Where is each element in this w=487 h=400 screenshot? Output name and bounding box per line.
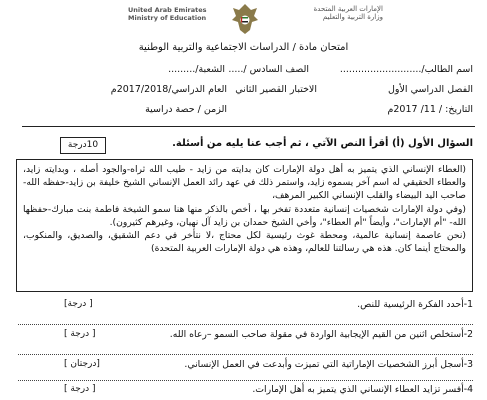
question-marks-box: 10درجة [60,137,106,154]
answer-line[interactable] [18,324,473,325]
test-type-label: الاختبار القصير الثاني [235,84,317,95]
reading-passage [16,159,473,292]
grade-field: الصف السادس /..... [228,64,309,75]
ministry-name-ar-1: الإمارات العربية المتحدة [313,5,383,13]
answer-line[interactable] [18,354,473,355]
question-item-1: 1-أحدد الفكرة الرئيسية للنص. [357,299,473,310]
ministry-name-ar-2: وزارة التربية والتعليم [322,13,383,21]
passage-paragraph: (نحن عاصمة إنسانية عالمية، ومحطة غوث رئيسية لكل محتاج ،لا نتأخر في دعم الشقيق، والصديق، والمنكوب، والمحتاج أينما كان. هذه هي رسالتنا للعالم، وهذه هي دولة الإمارات العربية المتحدة) [23,230,466,255]
semester-label: الفصل الدراسي الأول [388,84,473,95]
student-name-field: اسم الطالب/........................... [339,64,473,75]
question-item-3: 3-أسجل أبرز الشخصيات الإماراتية التي تميزت وأبدعت في العمل الإنساني. [184,359,473,370]
answer-line[interactable] [18,380,473,381]
question-item-2: 2-أستخلص اثنين من القيم الإيجابية الواردة في مقولة صاحب السمو –رعاه الله. [169,329,473,340]
question-marks-4: [ درجة ] [64,384,96,394]
academic-year-label: العام الدراسي/2017/2018م [110,84,227,95]
passage-paragraph: (العطاء الإنساني الذي يتميز به أهل دولة الإمارات كان بدايته من زايد - طيب الله ثراه-والجود أصله ، وبدايته زايد، والعطاء الحقيقي له اسم آخر يسموه زايد، واستمر ذلك في عهد رائد العمل الإنساني الشيخ خليفة بن زايد-حفظه الله-صاحب اليد البيضاء والقلب الإنساني الكبير المرهف، [23,164,466,202]
question-title: السؤال الأول (أ) أقرأ النص الآتي ، ثم أجب عنا يليه من أسئلة. [172,138,473,149]
ministry-name-en-1: United Arab Emirates [128,6,207,14]
passage-paragraph: (وفي دولة الإمارات شخصيات إنسانية متعددة تفخر بها ، أخص بالذكر منها هنا سمو الشيخة فاطمة بنت مبارك-حفظها الله- "أم الإمارات"، وأيضاً "أم العطاء"، وأخي الشيخ حمدان بن زايد آل نهيان، وغيرهم كثيرون). [23,203,466,228]
exam-title: امتحان مادة / الدراسات الاجتماعية والتربية الوطنية [138,42,349,53]
date-field: التاريخ: / 11/ 2017م [387,104,473,115]
emblem-icon [230,2,260,36]
header-divider [22,126,475,127]
question-marks-3: [درجتان ] [64,359,100,369]
question-marks-2: [ درجة ] [64,329,96,339]
question-item-4: 4-أفسر تزايد العطاء الإنساني الذي يتميز به أهل الإمارات. [252,384,473,395]
ministry-name-en-2: Ministry of Education [128,14,207,22]
question-marks-1: [ درجة] [64,299,93,309]
section-field: الشعبة/......... [168,64,225,75]
time-label: الزمن / حصة دراسية [145,104,227,115]
